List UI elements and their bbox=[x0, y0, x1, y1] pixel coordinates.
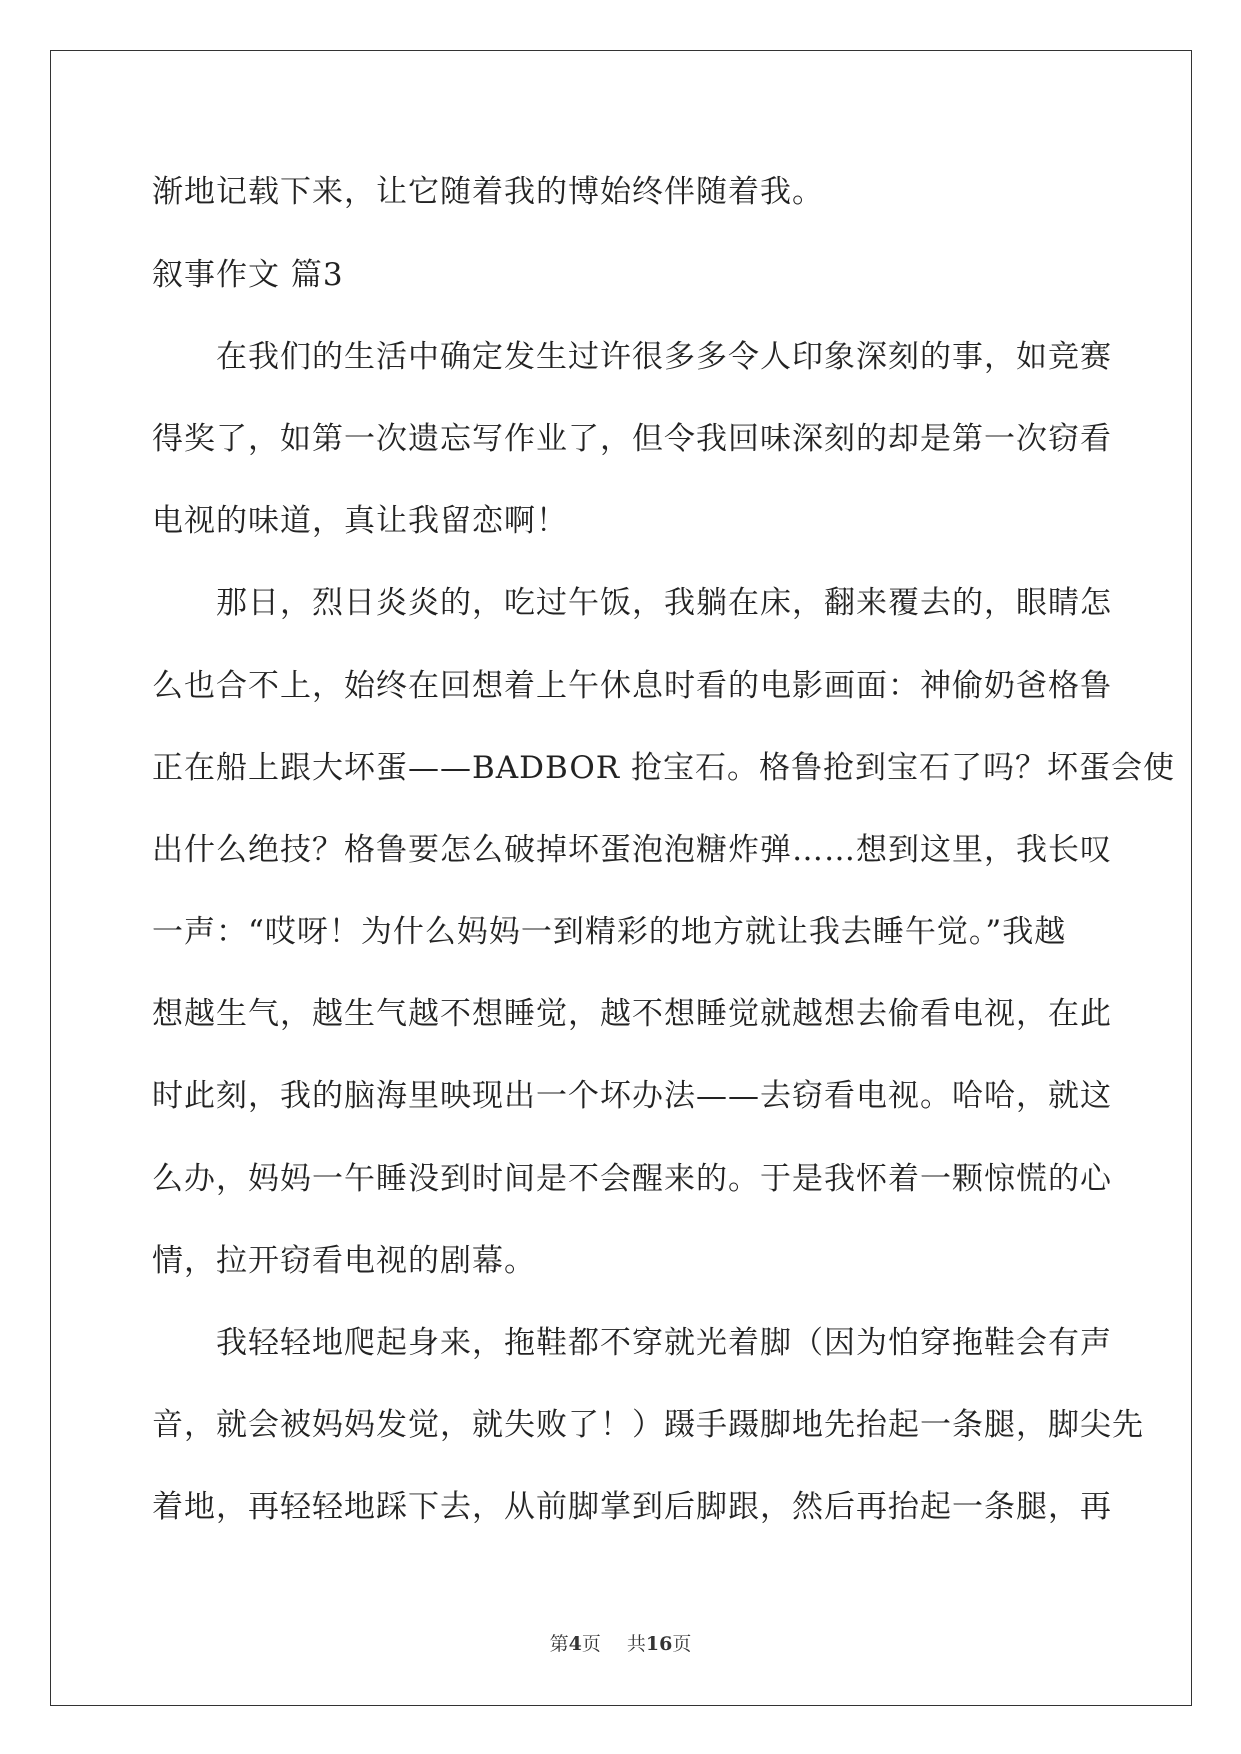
text-line: 出什么绝技？格鲁要怎么破掉坏蛋泡泡糖炸弹……想到这里，我长叹 bbox=[152, 832, 1112, 868]
text-line: 么办，妈妈一午睡没到时间是不会醒来的。于是我怀着一颗惊慌的心 bbox=[152, 1161, 1112, 1197]
paragraph-first-line: 那日，烈日炎炎的，吃过午饭，我躺在床，翻来覆去的，眼睛怎 bbox=[216, 585, 1112, 621]
page-number: 4 bbox=[568, 1633, 582, 1655]
text-line: 渐地记载下来，让它随着我的博始终伴随着我。 bbox=[152, 174, 824, 210]
text-line: 音，就会被妈妈发觉，就失败了！）蹑手蹑脚地先抬起一条腿，脚尖先 bbox=[152, 1407, 1144, 1443]
page-label-suffix: 页 bbox=[581, 1633, 601, 1655]
text-line: 一声：“哎呀！为什么妈妈一到精彩的地方就让我去睡午觉。”我越 bbox=[152, 914, 1067, 950]
page-border bbox=[50, 50, 1192, 1706]
text-line: 时此刻，我的脑海里映现出一个坏办法——去窃看电视。哈哈，就这 bbox=[152, 1078, 1112, 1114]
section-heading: 叙事作文 篇3 bbox=[152, 257, 344, 293]
paragraph-first-line: 在我们的生活中确定发生过许很多多令人印象深刻的事，如竞赛 bbox=[216, 339, 1112, 375]
text-line: 着地，再轻轻地踩下去，从前脚掌到后脚跟，然后再抬起一条腿，再 bbox=[152, 1489, 1112, 1525]
text-line: 想越生气，越生气越不想睡觉，越不想睡觉就越想去偷看电视，在此 bbox=[152, 996, 1112, 1032]
paragraph-first-line: 我轻轻地爬起身来，拖鞋都不穿就光着脚（因为怕穿拖鞋会有声 bbox=[216, 1325, 1112, 1361]
page-footer bbox=[0, 1632, 1241, 1656]
text-line: 得奖了，如第一次遗忘写作业了，但令我回味深刻的却是第一次窃看 bbox=[152, 421, 1112, 457]
total-label-prefix: 共 bbox=[626, 1633, 646, 1655]
text-line: 情，拉开窃看电视的剧幕。 bbox=[152, 1243, 536, 1279]
text-line: 电视的味道，真让我留恋啊！ bbox=[152, 503, 568, 539]
page-label-prefix: 第 bbox=[549, 1633, 569, 1655]
text-line: 正在船上跟大坏蛋——BADBOR 抢宝石。格鲁抢到宝石了吗？坏蛋会使 bbox=[152, 750, 1175, 786]
text-line: 么也合不上，始终在回想着上午休息时看的电影画面：神偷奶爸格鲁 bbox=[152, 668, 1112, 704]
total-pages: 16 bbox=[645, 1633, 673, 1655]
total-label-suffix: 页 bbox=[672, 1633, 692, 1655]
